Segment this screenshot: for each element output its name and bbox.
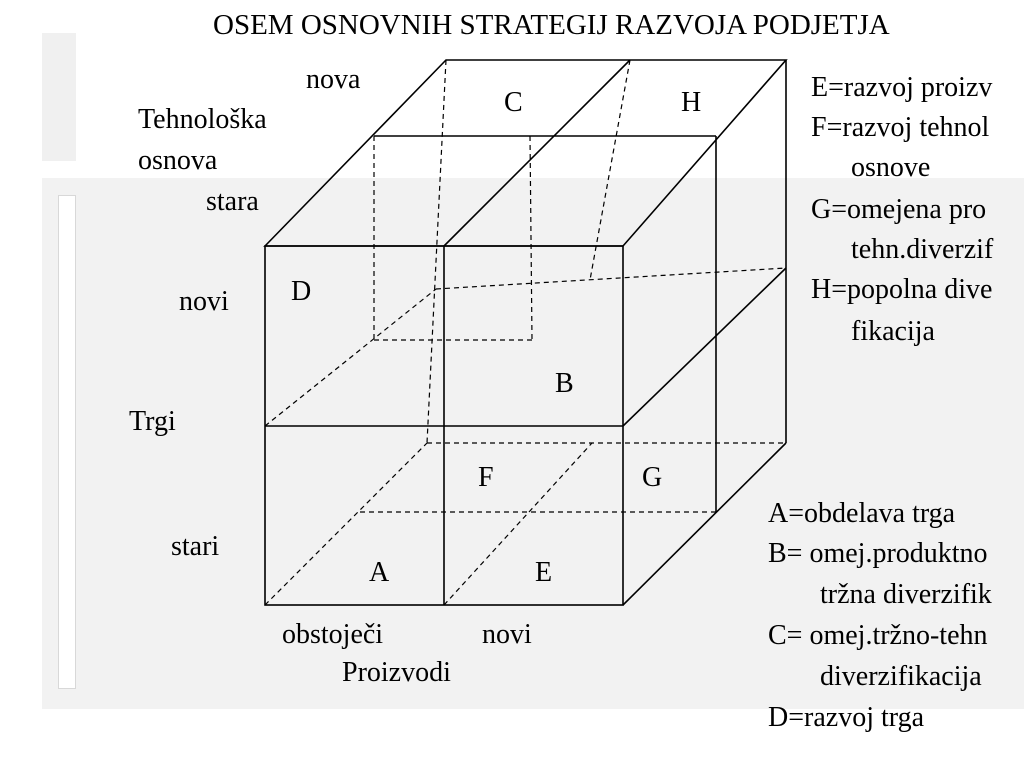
legend-b-line: B= omej.produktno [768,538,988,569]
tech-axis-label-line1: Tehnološka [138,104,267,135]
cube-right-middle-edge [623,268,786,426]
cell-b-label: B [555,368,574,399]
page-title: OSEM OSNOVNIH STRATEGIJ RAZVOJA PODJETJA [213,9,890,41]
cell-d-label: D [291,276,312,307]
cell-e-label: E [535,557,553,588]
cell-a-label: A [369,557,390,588]
legend-a-line: A=obdelava trga [768,498,956,529]
hidden-mid-diagonal [265,289,436,426]
legend-f-cont-line: osnove [851,152,931,183]
legend-f-line: F=razvoj tehnol [811,112,990,143]
hidden-back-left-edge [427,60,446,443]
legend-c-cont-line: diverzifikacija [820,661,982,692]
hidden-bottom-diagonal-right [444,443,592,605]
legend-g-cont-line: tehn.diverzif [851,234,994,265]
legend-e-line: E=razvoj proizv [811,72,993,103]
tech-new-label: nova [306,64,361,95]
legend-b-cont-line: tržna diverzifik [820,579,992,610]
legend-h-line: H=popolna dive [811,274,993,305]
market-new-label: novi [179,286,229,317]
product-axis-label: Proizvodi [342,657,451,688]
cell-c-label: C [504,87,523,118]
legend-h-cont-line: fikacija [851,316,935,347]
cube-top-divider [444,60,630,246]
tech-old-label: stara [206,186,259,217]
cell-h-label: H [681,87,702,118]
market-axis-label: Trgi [129,406,176,437]
cell-g-label: G [642,462,663,493]
product-new-label: novi [482,619,532,650]
legend-g-line: G=omejena pro [811,194,987,225]
tech-axis-label-line2: osnova [138,145,218,176]
hidden-inner-slant-1 [530,136,532,340]
hidden-back-mid-edge [436,268,786,289]
hidden-bottom-diagonal-left [265,443,427,605]
product-existing-label: obstoječi [282,619,384,650]
legend-c-line: C= omej.tržno-tehn [768,620,988,651]
market-old-label: stari [171,531,220,562]
legend-d-line: D=razvoj trga [768,702,924,733]
cell-f-label: F [478,462,494,493]
